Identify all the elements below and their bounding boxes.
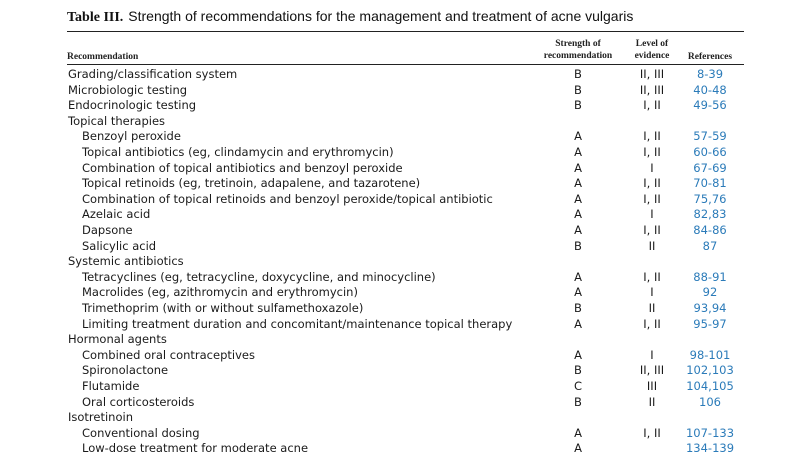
strength-cell: A — [574, 223, 582, 237]
reference-link[interactable]: 134-139 — [685, 441, 735, 456]
table-row — [0, 301, 800, 316]
recommendation-cell: Limiting treatment duration and concomitant/maintenance topical therapy — [82, 316, 513, 331]
recommendation-cell: Topical therapies — [68, 113, 166, 128]
strength-cell: A — [574, 285, 582, 300]
table-row — [0, 317, 800, 332]
table-row — [0, 363, 800, 378]
reference-link[interactable]: 88-91 — [693, 269, 727, 284]
evidence-cell: II — [648, 394, 656, 409]
reference-link[interactable]: 102,103 — [686, 363, 734, 378]
table-section-row — [0, 114, 800, 129]
reference-link[interactable]: 40-48 — [693, 82, 727, 97]
header-recommendation: Recommendation — [67, 52, 139, 62]
strength-cell: A — [574, 347, 582, 362]
header-level-line2: evidence — [634, 51, 670, 61]
table-row — [0, 426, 800, 441]
recommendation-cell: Combined oral contraceptives — [82, 347, 255, 362]
recommendation-cell: Combination of topical retinoids and benzoyl peroxide/topical antibiotic — [82, 191, 493, 206]
table-row — [0, 239, 800, 254]
evidence-cell: I, II — [643, 98, 661, 113]
evidence-cell: I, II — [643, 425, 661, 440]
strength-cell: B — [574, 238, 582, 253]
reference-link[interactable]: 93,94 — [693, 301, 727, 315]
reference-link[interactable]: 67-69 — [693, 160, 727, 175]
reference-link[interactable]: 84-86 — [693, 223, 727, 237]
reference-link[interactable]: 95-97 — [693, 316, 727, 331]
strength-cell: B — [574, 301, 582, 315]
evidence-cell: I, II — [643, 316, 661, 331]
strength-cell: B — [574, 394, 582, 409]
reference-link[interactable]: 75,76 — [693, 191, 727, 206]
evidence-cell: II, III — [639, 82, 665, 97]
recommendation-cell: Tetracyclines (eg, tetracycline, doxycycline, and minocycline) — [82, 269, 436, 284]
reference-link[interactable]: 70-81 — [693, 176, 727, 191]
table-row — [0, 145, 800, 160]
table-row — [0, 161, 800, 176]
evidence-cell: I, II — [643, 145, 661, 159]
reference-link[interactable]: 57-59 — [693, 129, 727, 144]
table-section-row — [0, 332, 800, 347]
recommendation-cell: Oral corticosteroids — [82, 394, 195, 409]
evidence-cell: I — [650, 207, 654, 222]
evidence-cell: I — [650, 347, 654, 362]
header-strength-line2: recommendation — [543, 51, 613, 61]
reference-link[interactable]: 87 — [702, 238, 718, 253]
reference-link[interactable]: 98-101 — [689, 347, 731, 362]
table-section-row — [0, 98, 800, 113]
recommendation-cell: Endocrinologic testing — [68, 98, 197, 113]
strength-cell: A — [574, 207, 582, 222]
recommendation-cell: Benzoyl peroxide — [82, 129, 181, 144]
strength-cell: A — [574, 160, 582, 175]
recommendation-cell: Grading/classification system — [68, 67, 238, 81]
table-section-row — [0, 67, 800, 82]
recommendation-cell: Azelaic acid — [82, 207, 151, 222]
strength-cell: A — [574, 269, 582, 284]
table-row — [0, 270, 800, 285]
reference-link[interactable]: 107-133 — [685, 425, 735, 440]
table-row — [0, 129, 800, 144]
strength-cell: A — [574, 425, 582, 440]
evidence-cell: III — [646, 379, 658, 393]
evidence-cell: I, II — [643, 176, 661, 191]
strength-cell: A — [574, 129, 582, 144]
recommendation-cell: Spironolactone — [82, 363, 169, 378]
table-row — [0, 395, 800, 410]
table-title: Strength of recommendations for the management and treatment of acne vulgaris — [128, 8, 634, 24]
reference-link[interactable]: 106 — [699, 394, 721, 409]
evidence-cell: I, II — [643, 269, 661, 284]
table-row — [0, 379, 800, 394]
reference-link[interactable]: 82,83 — [693, 207, 727, 222]
recommendation-cell: Isotretinoin — [68, 410, 133, 425]
recommendation-cell: Conventional dosing — [82, 425, 200, 440]
recommendation-cell: Salicylic acid — [82, 238, 157, 253]
table-row — [0, 441, 800, 456]
evidence-cell: II — [648, 238, 656, 253]
reference-link[interactable]: 92 — [702, 285, 718, 300]
strength-cell: A — [574, 191, 582, 206]
reference-link[interactable]: 104,105 — [686, 379, 734, 393]
evidence-cell: I, II — [643, 191, 661, 206]
recommendation-cell: Flutamide — [82, 379, 140, 393]
recommendation-cell: Macrolides (eg, azithromycin and erythromycin) — [82, 285, 358, 300]
table-number: Table III. — [67, 10, 124, 25]
evidence-cell: I, II — [643, 223, 661, 237]
evidence-cell: II, III — [639, 67, 665, 81]
table-row — [0, 348, 800, 363]
table-row — [0, 285, 800, 300]
recommendation-cell: Dapsone — [82, 223, 133, 237]
strength-cell: A — [574, 316, 582, 331]
recommendation-cell: Topical antibiotics (eg, clindamycin and erythromycin) — [82, 145, 394, 159]
strength-cell: B — [574, 98, 582, 113]
table-row — [0, 223, 800, 238]
evidence-cell: II — [648, 301, 656, 315]
evidence-cell: I — [650, 285, 654, 300]
header-strength-line1: Strength of — [555, 39, 601, 49]
strength-cell: C — [573, 379, 583, 393]
reference-link[interactable]: 60-66 — [693, 145, 727, 159]
table-row — [0, 192, 800, 207]
strength-cell: B — [574, 82, 582, 97]
table-row — [0, 207, 800, 222]
recommendation-cell: Combination of topical antibiotics and benzoyl peroxide — [82, 160, 403, 175]
evidence-cell: II, III — [639, 363, 665, 378]
table-row — [0, 176, 800, 191]
recommendation-cell: Microbiologic testing — [68, 82, 188, 97]
table-section-row — [0, 410, 800, 425]
recommendation-cell: Systemic antibiotics — [68, 254, 184, 269]
reference-link[interactable]: 8-39 — [696, 67, 724, 81]
strength-cell: B — [574, 67, 582, 81]
recommendation-cell: Hormonal agents — [68, 332, 167, 347]
strength-cell: A — [574, 176, 582, 191]
recommendation-cell: Low-dose treatment for moderate acne — [82, 441, 309, 456]
recommendation-cell: Topical retinoids (eg, tretinoin, adapalene, and tazarotene) — [82, 176, 421, 191]
header-references: References — [687, 52, 733, 62]
strength-cell: A — [574, 145, 582, 159]
evidence-cell: I, II — [643, 129, 661, 144]
strength-cell: A — [574, 441, 582, 456]
header-level-line1: Level of — [635, 39, 669, 49]
recommendation-cell: Trimethoprim (with or without sulfamethoxazole) — [82, 301, 364, 315]
reference-link[interactable]: 49-56 — [693, 98, 727, 113]
evidence-cell: I — [650, 160, 654, 175]
table-section-row — [0, 83, 800, 98]
strength-cell: B — [574, 363, 582, 378]
table-section-row — [0, 254, 800, 269]
